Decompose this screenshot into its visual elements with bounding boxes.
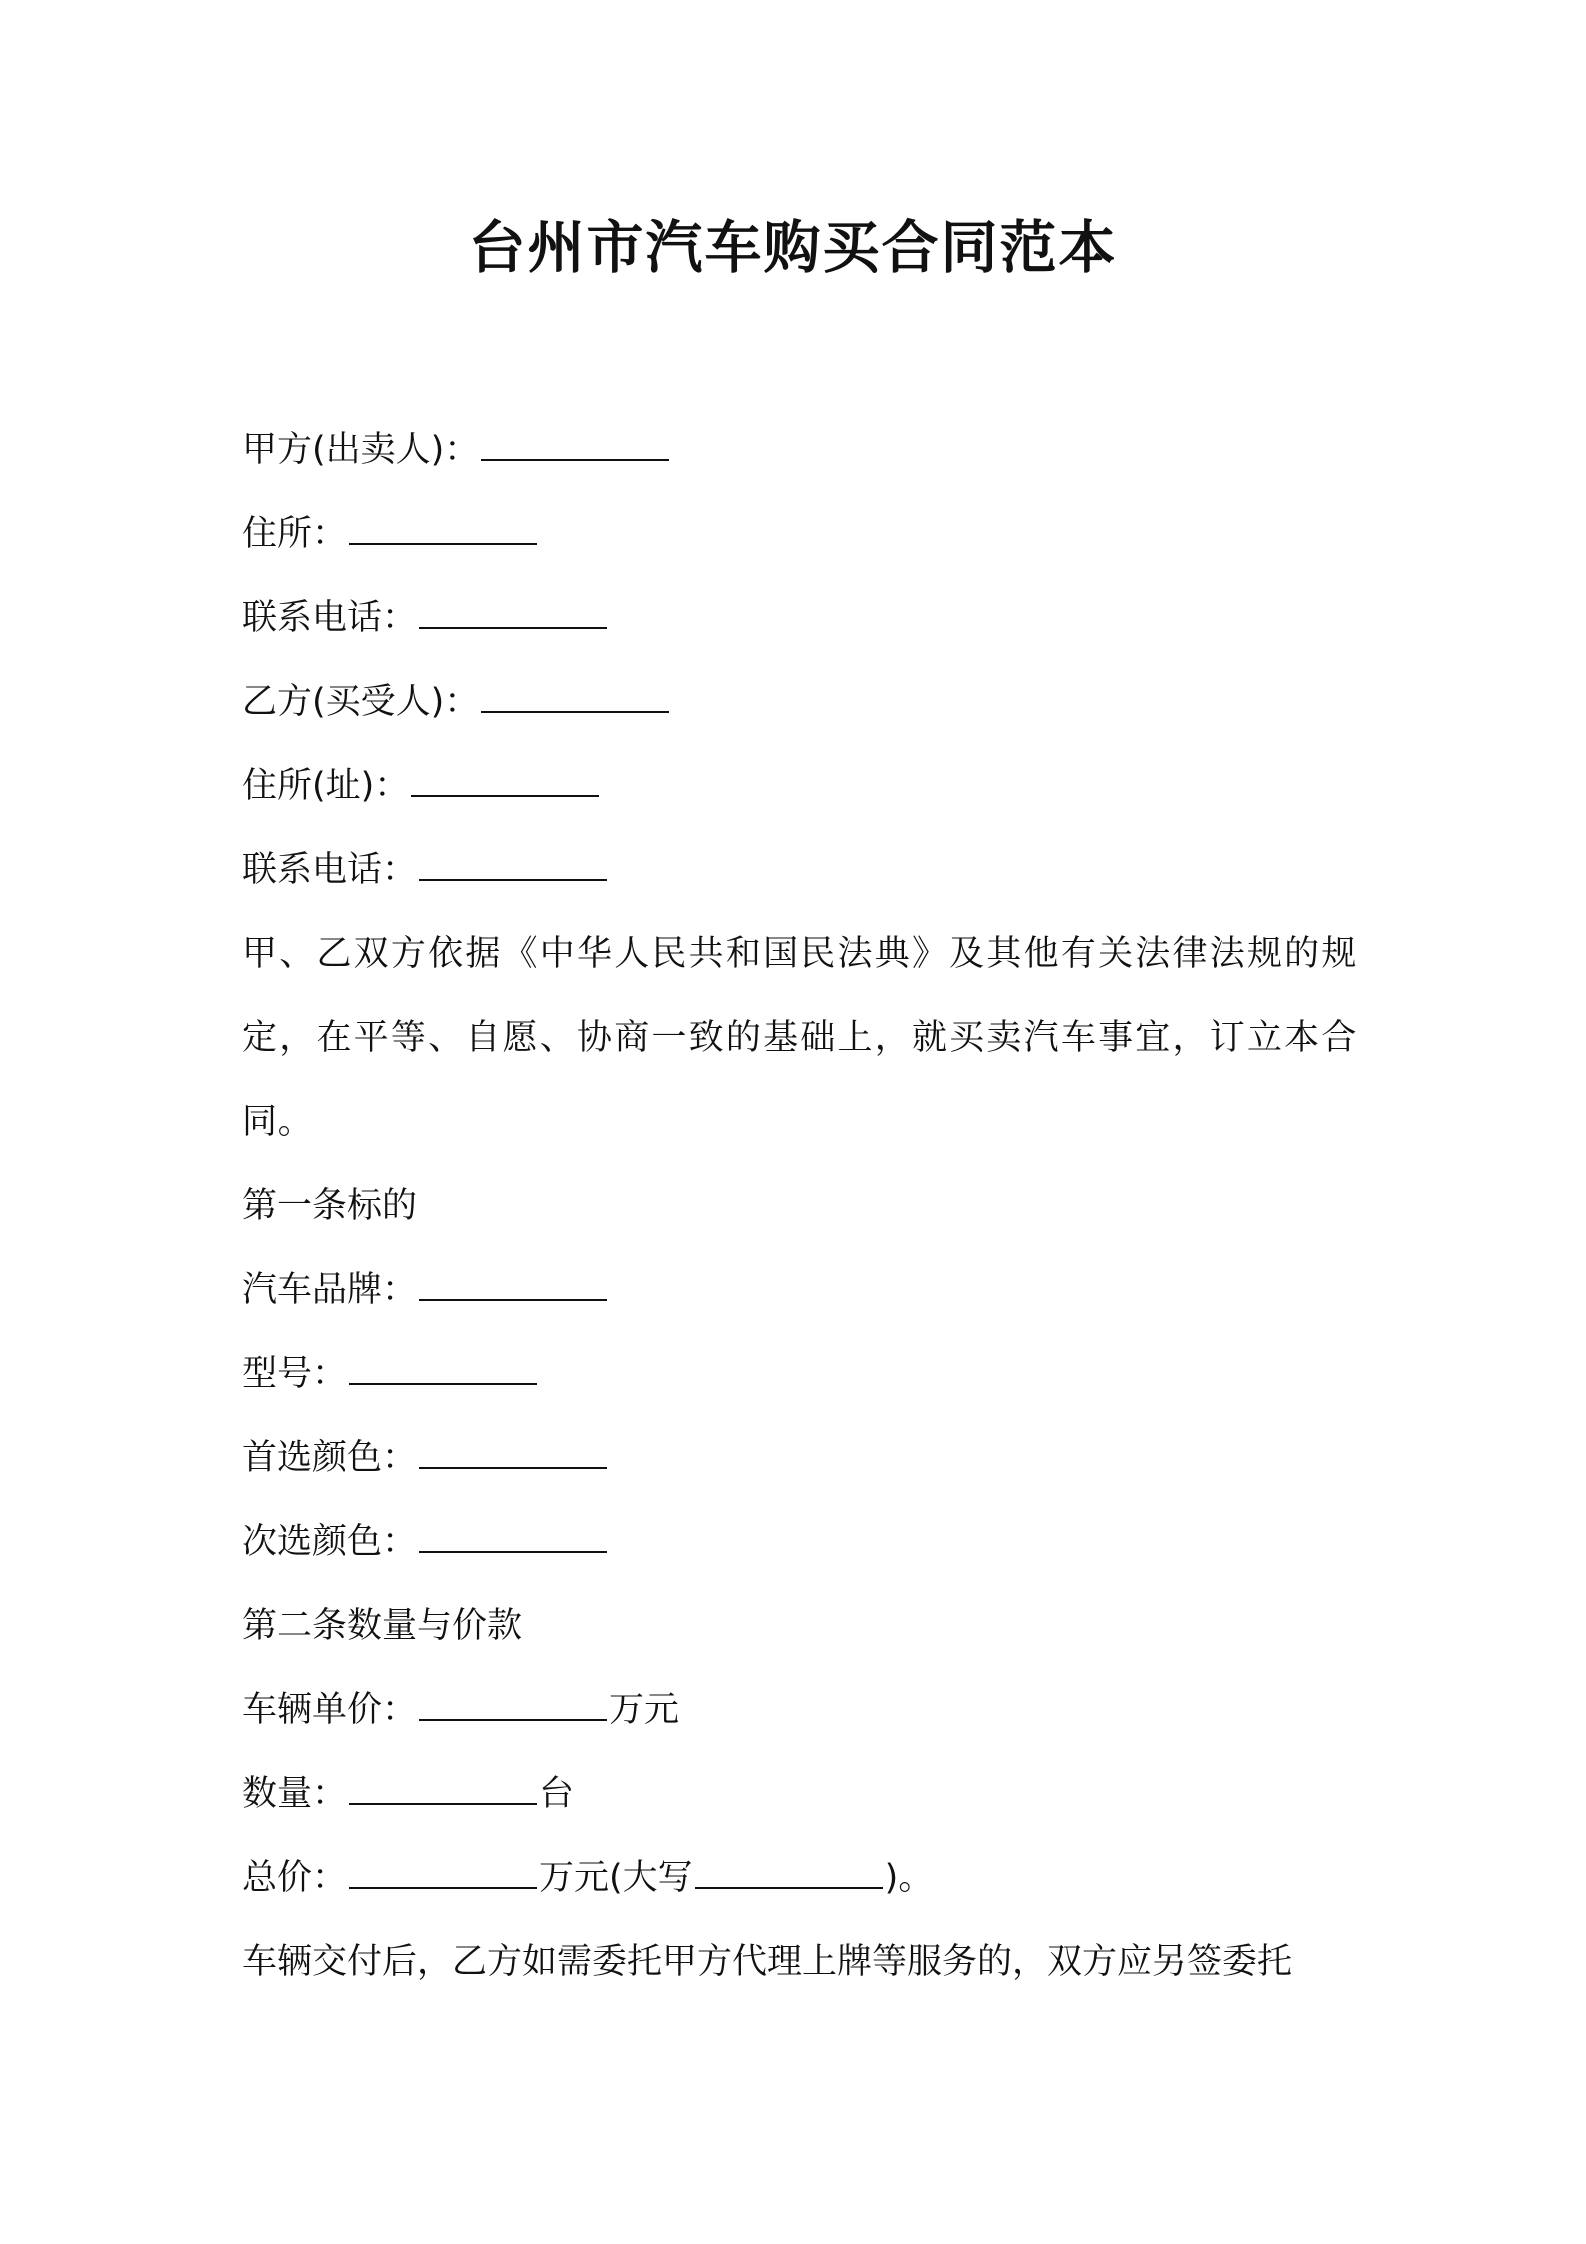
field-label: 车辆单价： bbox=[242, 1690, 418, 1730]
field-buyer bbox=[242, 660, 1357, 744]
fill-blank[interactable] bbox=[419, 603, 607, 629]
article1-heading: 第一条标的 bbox=[242, 1186, 418, 1226]
field-unit-price bbox=[242, 1668, 1357, 1752]
field-quantity bbox=[242, 1752, 1357, 1836]
closing-text: 车辆交付后，乙方如需委托甲方代理上牌等服务的，双方应另签委托 bbox=[242, 1942, 1293, 1982]
fill-blank-uppercase[interactable] bbox=[695, 1863, 883, 1889]
fill-blank[interactable] bbox=[419, 855, 607, 881]
field-unit: 万元 bbox=[609, 1690, 680, 1730]
field-label: 汽车品牌： bbox=[242, 1270, 418, 1310]
field-second-color bbox=[242, 1500, 1357, 1584]
field-label: 型号： bbox=[242, 1354, 348, 1394]
field-label: 甲方(出卖人)： bbox=[242, 430, 480, 470]
fill-blank[interactable] bbox=[481, 435, 669, 461]
fill-blank[interactable] bbox=[349, 519, 537, 545]
fill-blank[interactable] bbox=[411, 771, 599, 797]
fill-blank[interactable] bbox=[419, 1443, 607, 1469]
field-seller bbox=[242, 408, 1357, 492]
fill-blank[interactable] bbox=[481, 687, 669, 713]
field-unit: 台 bbox=[539, 1774, 575, 1814]
field-buyer-address bbox=[242, 744, 1357, 828]
field-label: 住所(址)： bbox=[242, 766, 410, 806]
article2-heading: 第二条数量与价款 bbox=[242, 1606, 523, 1646]
field-closing: )。 bbox=[884, 1858, 934, 1898]
field-label: 总价： bbox=[242, 1858, 348, 1898]
field-label: 首选颜色： bbox=[242, 1438, 418, 1478]
field-total-price bbox=[242, 1836, 1357, 1920]
field-car-brand bbox=[242, 1248, 1357, 1332]
field-seller-phone bbox=[242, 576, 1357, 660]
fill-blank[interactable] bbox=[349, 1779, 537, 1805]
field-unit: 万元(大写 bbox=[539, 1858, 693, 1898]
field-label: 住所： bbox=[242, 514, 348, 554]
field-label: 数量： bbox=[242, 1774, 348, 1814]
document-title: 台州市汽车购买合同范本 bbox=[468, 215, 1118, 281]
intro-paragraph: 甲、乙双方依据《中华人民共和国民法典》及其他有关法律法规的规定，在平等、自愿、协商一致的基础上，就买卖汽车事宜，订立本合同。 bbox=[242, 934, 1357, 1142]
field-label: 次选颜色： bbox=[242, 1522, 418, 1562]
fill-blank[interactable] bbox=[349, 1359, 537, 1385]
field-first-color bbox=[242, 1416, 1357, 1500]
fill-blank[interactable] bbox=[349, 1863, 537, 1889]
field-buyer-phone bbox=[242, 828, 1357, 912]
field-label: 联系电话： bbox=[242, 598, 418, 638]
field-label: 联系电话： bbox=[242, 850, 418, 890]
field-seller-address bbox=[242, 492, 1357, 576]
document-body bbox=[242, 408, 1357, 2004]
field-label: 乙方(买受人)： bbox=[242, 682, 480, 722]
fill-blank[interactable] bbox=[419, 1275, 607, 1301]
field-model bbox=[242, 1332, 1357, 1416]
fill-blank[interactable] bbox=[419, 1527, 607, 1553]
fill-blank[interactable] bbox=[419, 1695, 607, 1721]
